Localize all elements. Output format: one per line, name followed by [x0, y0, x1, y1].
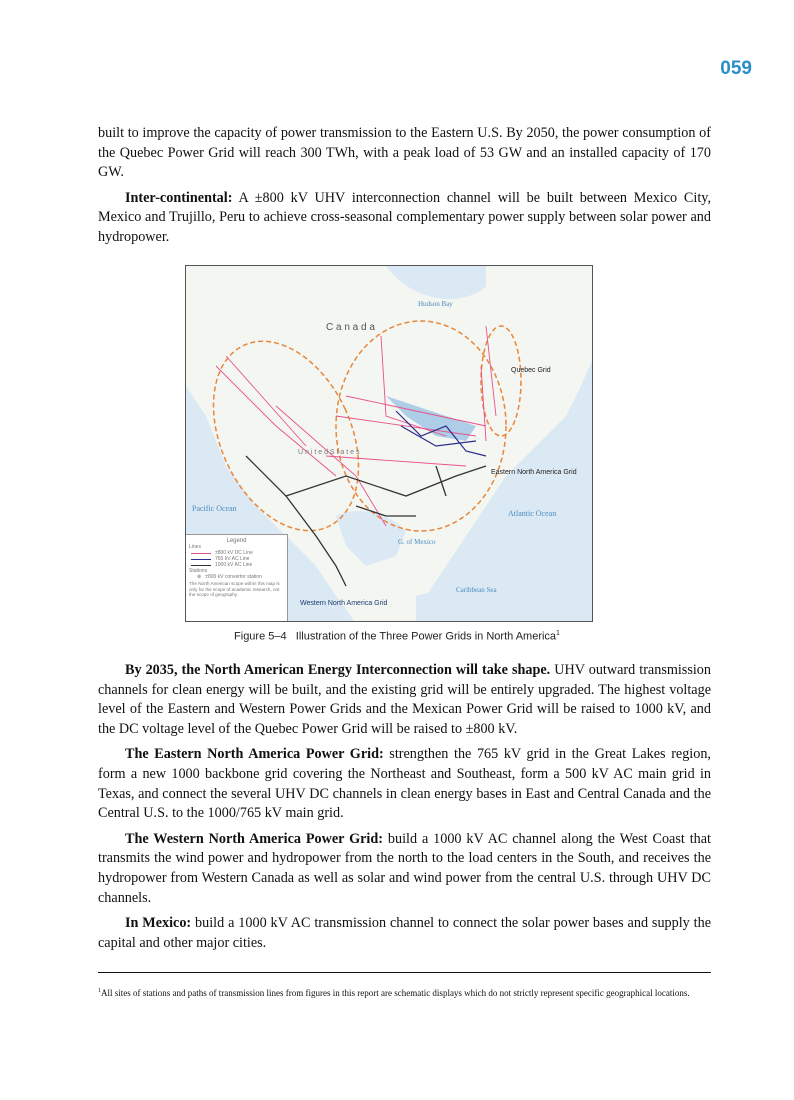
map-label-western-grid: Western North America Grid	[300, 600, 388, 607]
paragraph-text: build a 1000 kV AC transmission channel to connect the solar power bases and supply the capital and other major cities.	[98, 915, 711, 951]
map-legend	[186, 534, 288, 622]
body-text-top	[98, 124, 711, 254]
footnote-ref: 1	[556, 630, 560, 637]
paragraph	[98, 914, 711, 953]
paragraph-text: UHV outward transmission channels for clean energy will be built, and the existing grid will be entirely upgraded. The highest voltage level of the Eastern and Western Power Grids and the Mexican Power Grid will be raised to 1000 kV, and the DC voltage level of the Quebec Power Grid will be raised to ±800 kV.	[98, 662, 711, 737]
legend-stations-heading: Stations	[189, 568, 208, 574]
map-label-hudson-bay: Hudson Bay	[418, 300, 453, 308]
paragraph	[98, 189, 711, 248]
map-label-caribbean: Caribbean Sea	[456, 586, 497, 594]
figure-caption	[0, 630, 794, 643]
legend-lines-heading: Lines	[189, 544, 201, 550]
legend-title: Legend	[226, 538, 247, 544]
map-label-canada: C a n a d a	[326, 322, 375, 333]
paragraph-lead: Inter-continental:	[125, 189, 233, 206]
paragraph-text: A ±800 kV UHV interconnection channel will be built between Mexico City, Mexico and Trujillo, Peru to achieve cross-seasonal complementary power supply between solar power and hydropower.	[98, 189, 711, 245]
ac765-line-swatch	[191, 559, 211, 560]
map-label-atlantic: Atlantic Ocean	[508, 509, 557, 518]
page-number: 059	[720, 58, 752, 79]
map-label-eastern-grid: Eastern North America Grid	[491, 469, 577, 476]
paragraph-lead: In Mexico:	[125, 915, 192, 932]
legend-label: ±800 kV DC Line	[215, 550, 253, 556]
legend-item	[197, 574, 284, 580]
map-label-united-states: U n i t e d S t a t e s	[298, 449, 360, 456]
ac1000-line-swatch	[191, 565, 211, 566]
legend-label: 765 kV AC Line	[215, 556, 250, 562]
body-text-bottom	[98, 661, 711, 959]
paragraph-lead: The Eastern North America Power Grid:	[125, 746, 384, 763]
north-america-grid-map	[185, 265, 593, 622]
map-label-gulf: G. of Mexico	[398, 538, 436, 546]
paragraph	[98, 830, 711, 908]
converter-station-icon: ⊗	[197, 574, 202, 580]
paragraph-text: built to improve the capacity of power transmission to the Eastern U.S. By 2050, the power consumption of the Quebec Power Grid will reach 300 TWh, with a peak load of 53 GW and an installed capacity of 170 GW.	[98, 125, 711, 181]
legend-label: ±800 kV convertor station	[205, 574, 262, 580]
footnote-text: All sites of stations and paths of transmission lines from figures in this report are schematic displays which do not strictly represent specific geographical locations.	[101, 988, 690, 998]
figure-label: Figure 5–4	[234, 630, 287, 643]
paragraph-lead: By 2035, the North American Energy Interconnection will take shape.	[125, 662, 551, 678]
paragraph	[98, 124, 711, 183]
footnote-marker: 1	[98, 988, 101, 994]
legend-note: The North American scope within this map is only for the scope of academic research, not the scope of geography.	[189, 581, 280, 597]
map-label-pacific: Pacific Ocean	[192, 504, 237, 513]
map-label-quebec-grid: Quebec Grid	[511, 367, 551, 374]
dc-line-swatch	[191, 553, 211, 554]
paragraph-text: strengthen the 765 kV grid in the Great Lakes region, form a new 1000 backbone grid covering the Northeast and Southeast, form a 500 kV AC main grid in Texas, and connect the several UHV DC channels in clean energy bases in East and Central Canada and the Central U.S. to the 1000/765 kV main grid.	[98, 746, 711, 822]
footnote-divider	[98, 972, 711, 973]
paragraph	[98, 661, 711, 739]
footnote	[98, 985, 711, 999]
paragraph-text: build a 1000 kV AC channel along the West Coast that transmits the wind power and hydropower from the north to the load centers in the South, and receives the hydropower from Western Canada as well as solar and wind power from the central U.S. through UHV DC channels.	[98, 830, 711, 906]
figure-title: Illustration of the Three Power Grids in North America	[295, 630, 557, 643]
paragraph	[98, 745, 711, 823]
legend-label: 1000 kV AC Line	[215, 562, 253, 568]
paragraph-lead: The Western North America Power Grid:	[125, 830, 383, 847]
